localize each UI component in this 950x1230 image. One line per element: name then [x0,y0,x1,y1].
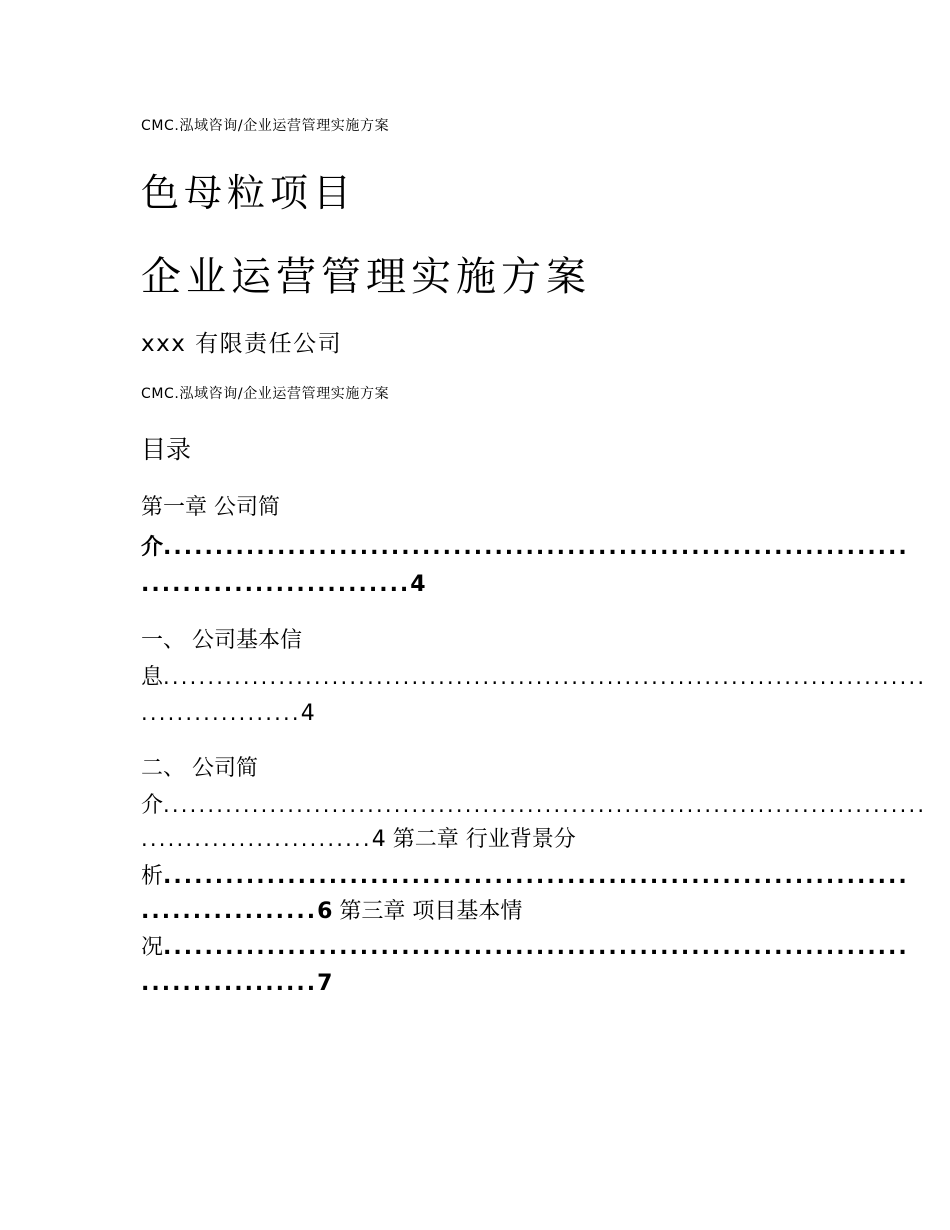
toc-section-2-page-line: ..........................4 第二章 行业背景分 [141,827,576,852]
toc-chapter-2-leader: 析........................................................................ [141,864,909,889]
toc-section-2-leader: 介...................................................................................... [141,793,927,818]
toc-section-1-page-line: ..................4 [141,701,315,726]
toc-chapter-1-page: 4 [410,572,426,597]
toc-chapter-2-page: 6 [317,899,333,924]
toc-section-2-heading: 二、 公司简 [141,756,258,781]
page-header-repeat: CMC.泓域咨询/企业运营管理实施方案 [141,386,390,402]
toc-chapter-3-leader: 况........................................................................ [141,935,909,960]
toc-chapter-2-page-line: .................6 第三章 项目基本情 [141,899,523,924]
company-name: xxx 有限责任公司 [141,331,343,357]
document-title-line-1: 色母粒项目 [141,171,357,215]
toc-section-1-leader: 息...................................................................................... [141,665,927,690]
toc-chapter-1-leader: 介........................................................................ [141,535,909,560]
toc-chapter-2-heading: 第二章 行业背景分 [392,827,576,852]
toc-chapter-1-heading: 第一章 公司简 [141,495,280,520]
toc-title: 目录 [141,435,192,464]
document-title-line-2: 企业运营管理实施方案 [141,254,591,300]
toc-chapter-1-page-line: ..........................4 [141,572,426,597]
toc-section-1-heading: 一、 公司基本信 [141,628,302,653]
toc-chapter-3-page: 7 [317,971,333,996]
page-header: CMC.泓域咨询/企业运营管理实施方案 [141,118,390,134]
toc-chapter-3-heading: 第三章 项目基本情 [339,899,523,924]
toc-section-2-page: 4 [371,827,386,852]
toc-section-1-page: 4 [300,701,315,726]
toc-chapter-3-page-line: .................7 [141,971,333,996]
